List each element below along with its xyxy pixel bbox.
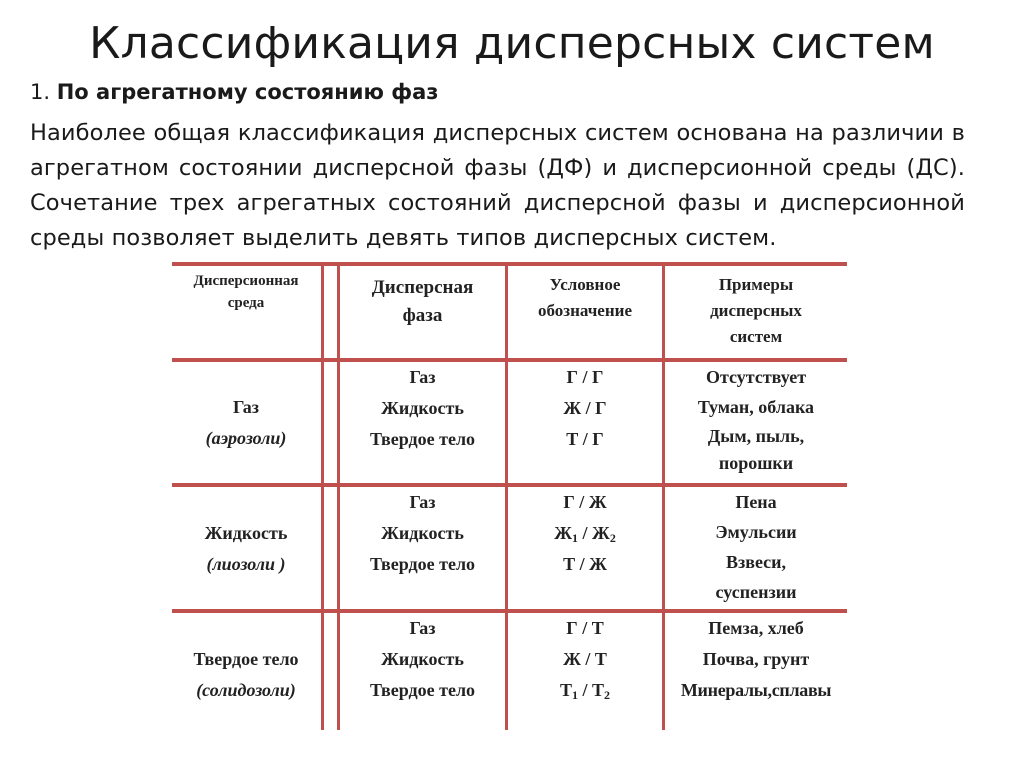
header-medium-line-1: Дисперсионная [193,273,299,289]
notation-item: Т / Г [566,429,604,449]
header-phase-line-2: фаза [402,305,443,326]
intro-paragraph: Наиболее общая классификация дисперсных систем основана на различии в агрегатном состоянии дисперсной фазы (ДФ) и дисперсионной среды (ДС). Сочетание трех агрегатных состояний дисперсной фазы и дисперсионной среды позволяет выделить девять типов дисперсных систем. [30,120,965,251]
header-examples-line-2: дисперсных [710,301,802,320]
medium-cell-liquid [172,518,320,580]
notation-item: Ж / Г [563,398,607,418]
example-item: Взвеси, [725,552,787,572]
examples-cell-group-3 [665,613,847,706]
header-notation [508,272,662,324]
notation-cell-group-2 [508,487,662,580]
notation-subscript: 2 [604,688,611,702]
header-phase [340,274,505,330]
phase-item: Газ [409,618,436,638]
section-heading [30,80,438,104]
notation-part: / Т [578,680,605,700]
header-examples-line-1: Примеры [718,275,794,294]
section-heading-text: По агрегатному состоянию фаз [56,80,439,104]
example-item: Дым, пыль, [707,426,805,446]
notation-subscript: 1 [572,688,578,702]
example-item: Пемза, хлеб [708,618,804,638]
phase-cell-group-2 [340,487,505,580]
phase-item: Твердое тело [369,554,476,574]
notation-cell-group-1 [508,362,662,455]
medium-type: (лиозоли ) [206,554,286,574]
phase-item: Твердое тело [369,429,476,449]
medium-name: Газ [232,397,260,417]
notation-item: Г / Т [566,618,604,638]
medium-name: Твердое тело [193,649,299,669]
header-medium-line-2: среда [227,295,265,311]
header-examples-line-3: систем [729,327,783,346]
header-notation-line-2: обозначение [538,301,632,320]
notation-item: Т / Ж [563,554,607,574]
page-title: Классификация дисперсных систем [89,18,935,69]
example-item: Эмульсии [715,522,797,542]
notation-part: / Ж [578,523,610,543]
medium-cell-gas [172,392,320,454]
medium-name: Жидкость [204,523,288,543]
table-double-line-left [321,262,324,730]
examples-cell-group-1 [665,362,847,476]
phase-item: Газ [409,492,436,512]
example-item: Туман, облака [697,397,815,417]
medium-type: (аэрозоли) [205,428,287,448]
notation-subscript: 2 [609,531,616,545]
notation-subscript: 1 [572,531,578,545]
header-examples [665,272,847,350]
notation-item: Ж / Т [563,649,607,669]
notation-item: Г / Ж [563,492,607,512]
example-item: Минералы,сплавы [680,680,832,700]
examples-cell-group-2 [665,487,847,607]
phase-cell-group-3 [340,613,505,706]
notation-part: Т [559,680,572,700]
medium-type: (солидозоли) [196,680,296,700]
notation-item: Г / Г [566,367,604,387]
phase-cell-group-1 [340,362,505,455]
example-item: Отсутствует [705,367,807,387]
header-notation-line-1: Условное [549,275,621,294]
phase-item: Газ [409,367,436,387]
notation-part: Ж [554,523,572,543]
classification-table [172,262,847,730]
example-item: Почва, грунт [702,649,810,669]
notation-cell-group-3 [508,613,662,706]
header-medium [172,270,320,314]
table-border-top [172,262,847,266]
header-phase-line-1: Дисперсная [371,277,474,298]
example-item: Пена [735,492,777,512]
section-number: 1. [30,80,51,104]
example-item: суспензии [715,582,797,602]
phase-item: Жидкость [381,649,464,669]
phase-item: Жидкость [381,523,464,543]
phase-item: Жидкость [381,398,464,418]
medium-cell-solid [172,644,320,706]
example-item: порошки [718,453,794,473]
notation-item [508,518,662,549]
notation-item [508,675,662,706]
phase-item: Твердое тело [369,680,476,700]
